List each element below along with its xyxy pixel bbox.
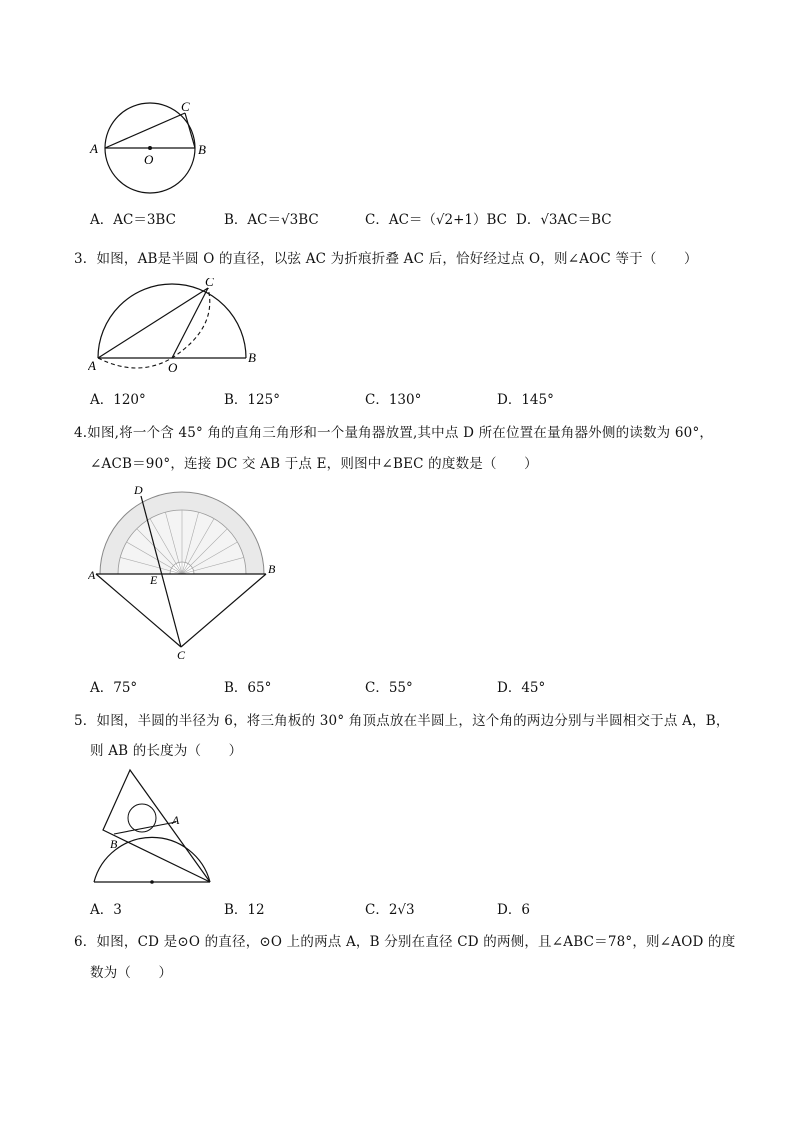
q2-figure xyxy=(88,98,218,202)
q3-option-c: C．130° xyxy=(365,392,422,408)
q4-option-b: B．65° xyxy=(224,680,272,696)
q4-label-b: B xyxy=(268,562,276,576)
q3-label-o: O xyxy=(168,360,178,374)
q3-figure xyxy=(88,278,268,374)
q4-stem-line2: ∠ACB＝90°，连接 DC 交 AB 于点 E，则图中∠BEC 的度数是（ ） xyxy=(90,456,538,472)
q6-stem-line2: 数为（ ） xyxy=(90,965,173,981)
q3-label-a: A xyxy=(88,358,96,373)
q5-stem-line2: 则 AB 的长度为（ ） xyxy=(90,743,243,759)
q5-label-b: B xyxy=(110,837,118,851)
q3-semicircle xyxy=(98,284,246,358)
q4-label-c: C xyxy=(177,648,186,662)
q5-line-ab xyxy=(114,822,176,834)
q4-label-a: A xyxy=(88,568,96,582)
q3-stem: 3．如图，AB是半圆 O 的直径，以弦 AC 为折痕折叠 AC 后，恰好经过点 O，则∠AOC 等于（ ） xyxy=(74,251,698,267)
q3-option-b: B．125° xyxy=(224,392,280,408)
q4-option-a: A．75° xyxy=(90,680,138,696)
q2-option-c: C．AC＝（√2+1）BC xyxy=(365,212,508,228)
q3-label-b: B xyxy=(248,350,256,365)
q3-line-oc xyxy=(172,288,208,358)
q4-figure xyxy=(88,482,288,662)
q5-option-d: D．6 xyxy=(497,902,530,918)
q4-label-d: D xyxy=(134,483,143,497)
q3-chord-ac xyxy=(98,288,208,358)
q3-option-a: A．120° xyxy=(90,392,146,408)
q3-option-d: D．145° xyxy=(497,392,554,408)
q5-ruler-hole xyxy=(128,804,156,832)
q4-side-ac xyxy=(96,574,181,647)
q5-option-b: B．12 xyxy=(224,902,265,918)
q5-stem-line1: 5．如图，半圆的半径为 6，将三角板的 30° 角顶点放在半圆上，这个角的两边分别与半圆相交于点 A，B， xyxy=(74,713,730,729)
q2-label-o: O xyxy=(144,152,154,167)
q2-label-c: C xyxy=(181,99,190,114)
q4-option-c: C．55° xyxy=(365,680,413,696)
q4-option-d: D．45° xyxy=(497,680,546,696)
q5-figure xyxy=(86,768,226,888)
q4-side-bc xyxy=(181,574,266,647)
q2-chord-bc xyxy=(185,113,195,148)
q3-folded-arc xyxy=(98,288,210,368)
q5-option-a: A．3 xyxy=(90,902,122,918)
q2-center-dot xyxy=(148,146,152,150)
q2-option-a: A．AC＝3BC xyxy=(90,212,176,228)
q2-label-a: A xyxy=(90,141,98,156)
q3-label-c: C xyxy=(205,278,214,289)
q2-label-b: B xyxy=(198,142,206,157)
q2-option-d: D．√3AC＝BC xyxy=(516,212,612,228)
q5-center-dot xyxy=(150,880,154,884)
q2-option-b: B．AC＝√3BC xyxy=(224,212,319,228)
q4-label-e: E xyxy=(150,573,158,587)
q5-label-a: A xyxy=(172,813,180,827)
q6-stem-line1: 6．如图，CD 是⊙O 的直径，⊙O 上的两点 A，B 分别在直径 CD 的两侧，且∠ABC＝78°，则∠AOD 的度 xyxy=(74,934,736,950)
q5-option-c: C．2√3 xyxy=(365,902,415,918)
q4-stem-line1: 4.如图,将一个含 45° 角的直角三角形和一个量角器放置,其中点 D 所在位置在量角器外侧的读数为 60°， xyxy=(74,425,714,441)
